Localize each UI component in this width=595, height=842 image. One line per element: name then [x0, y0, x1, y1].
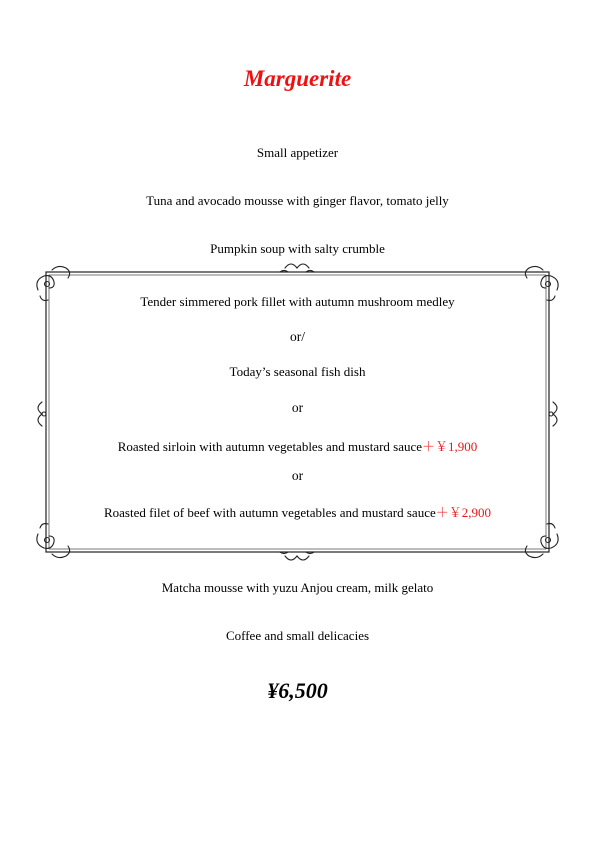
sirloin-supplement: ＋￥1,900 [422, 439, 478, 454]
or-separator: or/ [290, 329, 305, 344]
or-separator: or [291, 468, 304, 483]
main-option-fish: Today’s seasonal fish dish [229, 364, 366, 379]
scroll-flourish-icon [280, 264, 314, 272]
main-option-filet [0, 502, 595, 521]
course-coffee: Coffee and small delicacies [225, 628, 370, 643]
main-option-filet-label: Roasted filet of beef with autumn vegetables and mustard sauce [103, 505, 436, 520]
course-dessert: Matcha mousse with yuzu Anjou cream, milk gelato [161, 580, 434, 595]
filet-supplement: ＋￥2,900 [435, 505, 492, 520]
main-option-pork: Tender simmered pork fillet with autumn mushroom medley [140, 294, 455, 309]
main-option-sirloin-label: Roasted sirloin with autumn vegetables and mustard sauce [117, 439, 423, 454]
menu-title: Marguerite [243, 66, 352, 91]
or-separator: or [291, 400, 304, 415]
course-starter: Tuna and avocado mousse with ginger flavor, tomato jelly [146, 193, 449, 208]
main-option-sirloin [0, 436, 595, 455]
course-appetizer: Small appetizer [256, 145, 339, 160]
course-soup: Pumpkin soup with salty crumble [210, 241, 385, 256]
scroll-flourish-icon [280, 552, 314, 560]
menu-price: ¥6,500 [267, 678, 328, 703]
